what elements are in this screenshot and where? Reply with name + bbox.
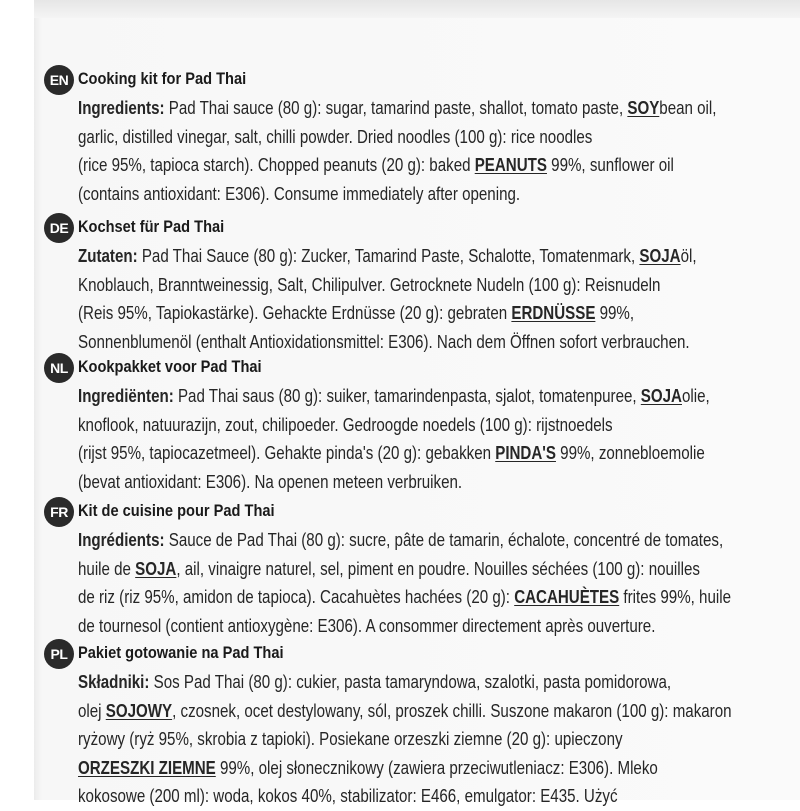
ingredient-line xyxy=(78,782,683,811)
ingredient-line xyxy=(78,439,705,468)
ingredient-line xyxy=(78,328,690,357)
ingredient-text: Pad Thai saus (80 g): suiker, tamarindenpasta, sjalot, tomatenpuree, xyxy=(173,386,641,406)
allergen-text: SOY xyxy=(627,98,660,118)
ingredient-text: Pad Thai Sauce (80 g): Zucker, Tamarind Paste, Schalotte, Tomatenmark, xyxy=(137,246,640,266)
ingredient-line xyxy=(78,754,683,783)
language-badge-de: DE xyxy=(44,213,74,243)
allergen-text: PINDA'S xyxy=(495,443,556,463)
ingredients-label: Składniki: xyxy=(78,672,150,692)
ingredient-text: garlic, distilled vinegar, salt, chilli powder. Dried noodles (100 g): rice noodles xyxy=(78,126,593,147)
language-badge-pl: PL xyxy=(44,639,74,669)
section-title-en: Cooking kit for Pad Thai xyxy=(78,69,247,88)
ingredient-text: knoflook, natuurazijn, zout, chilipoeder. Gedroogde noedels (100 g): rijstnoedels xyxy=(78,414,613,435)
section-title-fr: Kit de cuisine pour Pad Thai xyxy=(78,501,275,520)
ingredient-line xyxy=(78,725,683,754)
ingredients-label: Ingrediënten: xyxy=(78,386,174,406)
ingredient-text: Knoblauch, Branntweinessig, Salt, Chilipulver. Getrocknete Nudeln (100 g): Reisnudeln xyxy=(78,274,661,295)
allergen-text: ORZESZKI ZIEMNE xyxy=(78,757,216,778)
ingredient-text: 99%, olej słonecznikowy (zawiera przeciwutleniacz: E306). Mleko xyxy=(215,757,658,778)
ingredient-line xyxy=(78,411,683,440)
ingredients-fr xyxy=(78,526,798,640)
ingredient-text: de riz (riz 95%, amidon de tapioca). Cacahuètes hachées (20 g): xyxy=(78,587,515,607)
ingredient-text: frites 99%, huile xyxy=(619,587,731,607)
ingredient-text: Sos Pad Thai (80 g): cukier, pasta tamaryndowa, szalotki, pasta pomidorowa, xyxy=(149,672,672,692)
ingredient-text: Pad Thai sauce (80 g): sugar, tamarind paste, shallot, tomato paste, xyxy=(164,98,628,118)
ingredient-line xyxy=(78,94,717,123)
ingredient-line xyxy=(78,382,710,411)
ingredient-text: (contains antioxidant: E306). Consume immediately after opening. xyxy=(78,183,521,204)
ingredient-text: 99%, sunflower oil xyxy=(546,155,674,175)
ingredient-text: kokosowe (200 ml): woda, kokos 40%, stabilizator: E466, emulgator: E435. Użyć xyxy=(78,786,618,806)
language-badge-fr: FR xyxy=(44,497,74,527)
ingredient-text: , czosnek, ocet destylowany, sól, proszek chilli. Suszone makaron (100 g): makaron xyxy=(172,700,732,721)
ingredient-line xyxy=(78,555,700,584)
allergen-text: SOJOWY xyxy=(105,700,173,721)
allergen-text: PEANUTS xyxy=(474,155,547,175)
ingredient-text: ryżowy (ryż 95%, skrobia z tapioki). Posiekane orzeszki ziemne (20 g): upieczony xyxy=(78,729,623,749)
ingredient-text: (bevat antioxidant: E306). Na openen meteen verbruiken. xyxy=(78,471,463,492)
ingredient-text: Sonnenblumenöl (enthalt Antioxidationsmittel: E306). Nach dem Öffnen sofort verbrauchen. xyxy=(78,331,690,352)
ingredient-text: 99%, xyxy=(595,303,635,323)
ingredients-nl xyxy=(78,382,798,496)
ingredient-text: Sauce de Pad Thai (80 g): sucre, pâte de tamarin, échalote, concentré de tomates, xyxy=(164,530,724,550)
ingredient-text: (rijst 95%, tapiocazetmeel). Gehakte pinda's (20 g): gebakken xyxy=(78,443,496,463)
ingredient-text: bean oil, xyxy=(659,98,717,118)
ingredient-line xyxy=(78,697,732,726)
language-badge-nl: NL xyxy=(44,353,74,383)
ingredient-line xyxy=(78,180,683,209)
ingredient-text: olej xyxy=(78,700,106,721)
ingredient-line xyxy=(78,242,697,271)
section-title-nl: Kookpakket voor Pad Thai xyxy=(78,357,262,376)
ingredient-line xyxy=(78,468,683,497)
allergen-text: SOJA xyxy=(640,386,682,406)
ingredient-text: 99%, zonnebloemolie xyxy=(555,443,705,463)
ingredient-text: huile de xyxy=(78,558,136,579)
ingredient-line xyxy=(78,151,683,180)
ingredients-pl xyxy=(78,668,798,811)
allergen-text: SOJA xyxy=(639,246,681,266)
ingredient-text: (Reis 95%, Tapiokastärke). Gehackte Erdnüsse (20 g): gebraten xyxy=(78,303,512,323)
ingredient-text: , ail, vinaigre naturel, sel, piment en poudre. Nouilles séchées (100 g): nouilles xyxy=(176,558,700,579)
ingredient-line xyxy=(78,271,683,300)
ingredient-text: öl, xyxy=(680,246,697,266)
ingredient-line xyxy=(78,612,683,641)
ingredient-text: de tournesol (contient antioxygène: E306). A consommer directement après ouverture. xyxy=(78,615,656,636)
ingredients-de xyxy=(78,242,798,356)
label-top-edge xyxy=(34,0,800,18)
allergen-text: CACAHUÈTES xyxy=(514,587,620,607)
ingredient-text: (rice 95%, tapioca starch). Chopped peanuts (20 g): baked xyxy=(78,155,475,175)
language-badge-en: EN xyxy=(44,65,74,95)
ingredient-line xyxy=(78,526,724,555)
ingredient-line xyxy=(78,299,683,328)
ingredients-en xyxy=(78,94,798,208)
section-title-pl: Pakiet gotowanie na Pad Thai xyxy=(78,643,284,662)
ingredients-label: Ingrédients: xyxy=(78,530,165,550)
allergen-text: ERDNÜSSE xyxy=(511,303,596,323)
ingredient-line xyxy=(78,583,731,612)
allergen-text: SOJA xyxy=(135,558,177,579)
ingredients-label: Ingredients: xyxy=(78,98,165,118)
ingredient-text: olie, xyxy=(681,386,710,406)
ingredients-label: Zutaten: xyxy=(78,246,138,266)
section-title-de: Kochset für Pad Thai xyxy=(78,217,225,236)
ingredient-line xyxy=(78,668,683,697)
ingredient-line xyxy=(78,123,683,152)
